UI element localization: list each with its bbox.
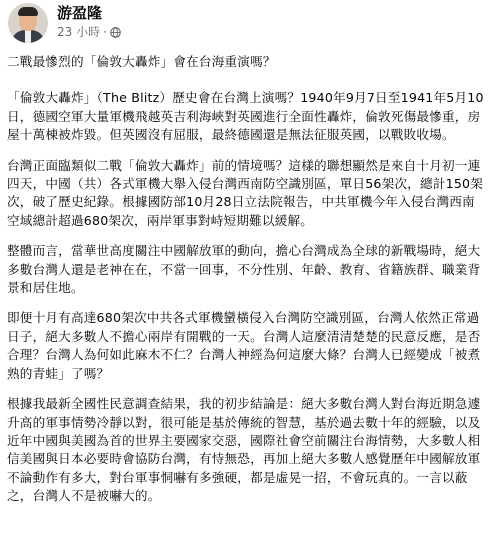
paragraph-5: 根據我最新全國性民意調查結果，我的初步結論是：絕大多數台灣人對台海近期急遽升高的軍事情勢冷靜以對，很可能是基於傳統的智慧，基於過去數十年的經驗，以及近年中國與美國為首的世界主要國家交惡，國際社會空前關注台海情勢，大多數人相信美國與日本必要時會協防台灣，有恃無恐，再加上絕大多數人感覺歷年中國解放軍不論動作有多大，對台軍事恫嚇有多強硬，都是虛晃一招，不會玩真的。一言以蔽之，台灣人不是被嚇大的。: [7, 396, 481, 504]
post-subtitle: [57, 24, 121, 40]
paragraph-2: 台灣正面臨類似二戰「倫敦大轟炸」前的情境嗎？這樣的聯想顯然是來自十月初一連四天，中國（共）各式軍機大舉入侵台灣西南防空識別區，單日56架次，總計150架次，破了歷史紀錄。根據國防部10月28日立法院報告，中共軍機今年入侵台灣西南空域總計超過680架次，兩岸軍事對峙短期難以緩解。: [7, 157, 484, 228]
avatar[interactable]: [8, 3, 48, 43]
separator: ·: [103, 25, 107, 39]
paragraph-3: 整體而言，當華世高度關注中國解放軍的動向，擔心台灣成為全球的新戰場時，絕大多數台灣人還是老神在在，不當一回事，不分性別、年齡、教育、省籍族群、職業背景和居住地。: [7, 243, 481, 296]
post-title: 二戰最慘烈的「倫敦大轟炸」會在台海重演嗎？: [7, 54, 276, 69]
author-name[interactable]: 游盈隆: [57, 5, 103, 22]
post-body: [7, 53, 487, 506]
globe-icon[interactable]: [110, 27, 121, 38]
paragraph-1: 「倫敦大轟炸」（The Blitz）歷史會在台灣上演嗎？1940年9月7日至1941年5月10日，德國空軍大量軍機飛越英吉利海峽對英國進行全面性轟炸，倫敦死傷最慘重，房屋十萬棟被炸毀。但英國沒有屈服，最終德國還是無法征服英國，以戰敗收場。: [7, 90, 484, 143]
paragraph-4: 即便十月有高達680架次中共各式軍機蠻橫侵入台灣防空識別區，台灣人依然正常過日子，絕大多數人不擔心兩岸有開戰的一天。台灣人這麼清清楚楚的民意反應，是否合理？台灣人為何如此麻木不仁？台灣人神經為何這麼大條？台灣人已經變成「被煮熟的青蛙」了嗎？: [7, 310, 481, 381]
post-time[interactable]: 23 小時: [57, 25, 101, 39]
post-meta: [57, 3, 121, 40]
post-header: [7, 0, 487, 47]
